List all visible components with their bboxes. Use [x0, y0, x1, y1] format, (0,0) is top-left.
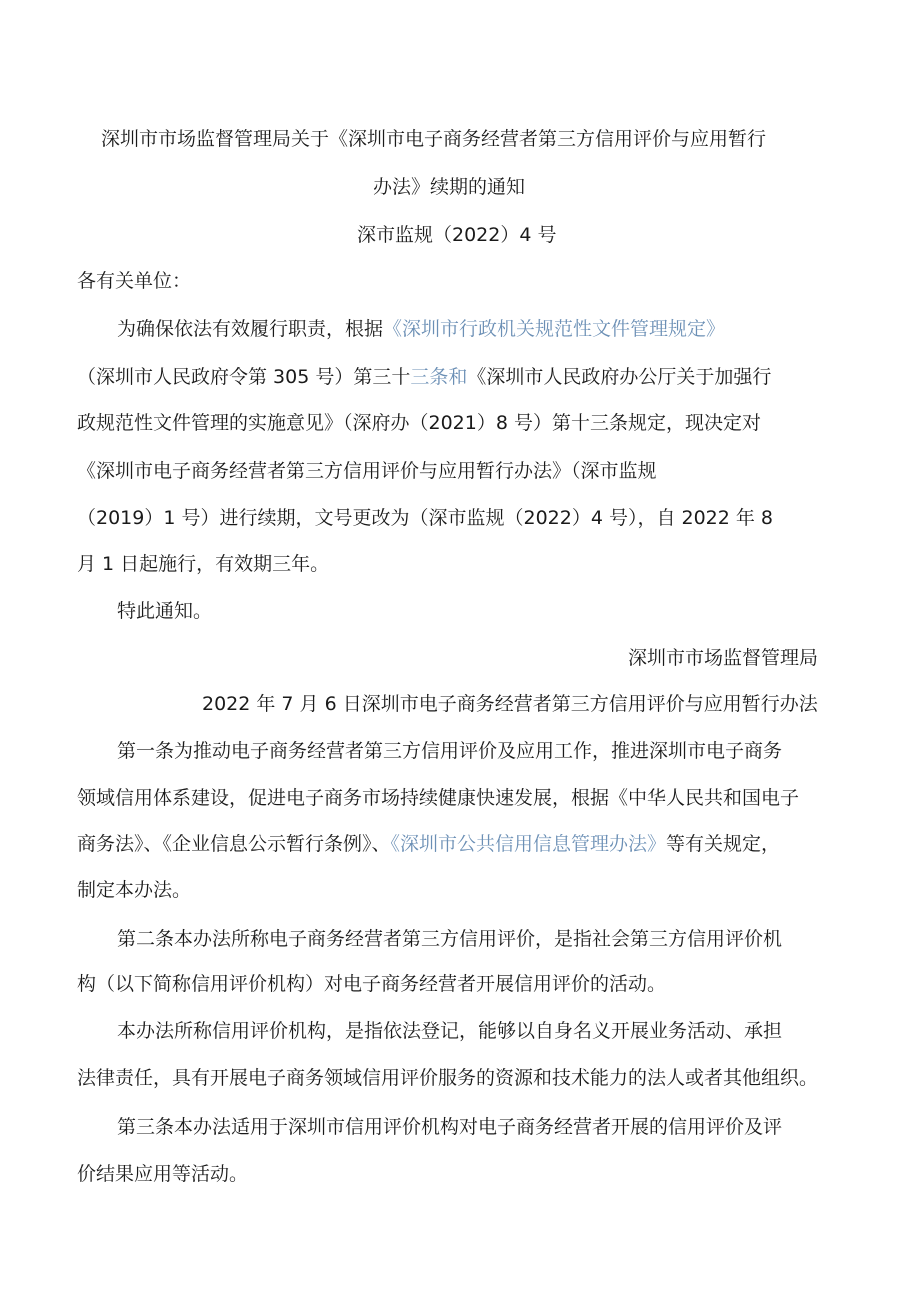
article-1-line-1: 第一条为推动电子商务经营者第三方信用评价及应用工作，推进深圳市电子商务: [117, 740, 783, 762]
notice-paragraph-line-1: [117, 316, 725, 342]
notice-paragraph-line-4: 《深圳市电子商务经营者第三方信用评价与应用暂行办法》（深市监规: [77, 460, 657, 482]
notice-paragraph-line-6: 月 1 日起施行，有效期三年。: [77, 553, 330, 575]
title-line-1: 深圳市市场监督管理局关于《深圳市电子商务经营者第三方信用评价与应用暂行: [101, 128, 767, 150]
article-1-line-2: 领域信用体系建设，促进电子商务市场持续健康快速发展，根据《中华人民共和国电子: [77, 787, 800, 809]
notice-paragraph-line-3: 政规范性文件管理的实施意见》（深府办（2021）8 号）第十三条规定，现决定对: [77, 412, 761, 434]
article-2-line-2: 构（以下简称信用评价机构）对电子商务经营者开展信用评价的活动。: [77, 973, 667, 995]
closing-text: 特此通知。: [117, 600, 213, 622]
document-number: 深市监规（2022）4 号: [357, 224, 557, 246]
notice-paragraph-line-5: （2019）1 号）进行续期，文号更改为（深市监规（2022）4 号），自 2022 年 8: [77, 507, 774, 529]
article-3-line-2: 价结果应用等活动。: [77, 1163, 249, 1185]
date-and-measures-title: 2022 年 7 月 6 日深圳市电子商务经营者第三方信用评价与应用暂行办法: [202, 693, 818, 715]
article-2-line-1: 第二条本办法所称电子商务经营者第三方信用评价，是指社会第三方信用评价机: [117, 928, 783, 950]
article-3-line-1: 第三条本办法适用于深圳市信用评价机构对电子商务经营者开展的信用评价及评: [117, 1116, 783, 1138]
paragraph-text: 商务法》、《企业信息公示暂行条例》、: [77, 833, 391, 855]
paragraph-text: （深圳市人民政府令第 305 号）第三十: [77, 366, 411, 388]
credit-info-measures-link[interactable]: 《深圳市公共信用信息管理办法》: [390, 833, 667, 855]
article-2b-line-2: 法律责任，具有开展电子商务领域信用评价服务的资源和技术能力的法人或者其他组织。: [77, 1067, 819, 1089]
issuer-name: 深圳市市场监督管理局: [628, 647, 819, 669]
paragraph-text: 为确保依法有效履行职责，根据: [117, 318, 384, 340]
title-line-2: 办法》续期的通知: [373, 176, 526, 198]
salutation: 各有关单位：: [77, 270, 192, 292]
paragraph-text: 《深圳市人民政府办公厅关于加强行: [467, 366, 772, 388]
paragraph-text: 等有关规定，: [666, 833, 781, 855]
article-1-line-3: [77, 831, 780, 857]
notice-paragraph-line-2: [77, 364, 771, 390]
article-1-line-4: 制定本办法。: [77, 879, 192, 901]
regulation-link[interactable]: 《深圳市行政机关规范性文件管理规定》: [383, 318, 726, 340]
article-link[interactable]: 三条和: [410, 366, 468, 388]
article-2b-line-1: 本办法所称信用评价机构，是指依法登记，能够以自身名义开展业务活动、承担: [117, 1020, 783, 1042]
